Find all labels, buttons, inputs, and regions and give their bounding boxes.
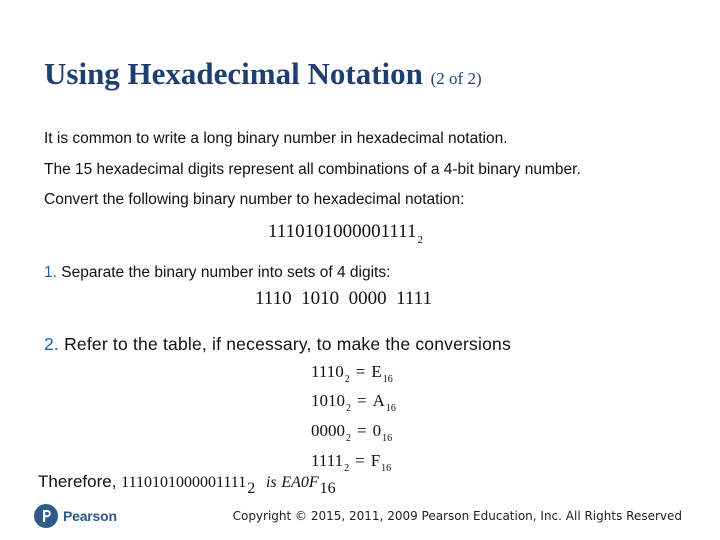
- conversion-hex-base: 16: [385, 403, 396, 414]
- conversion-hex: E: [371, 362, 382, 381]
- binary-number-base: 2: [417, 234, 423, 246]
- therefore-is: is: [265, 474, 277, 491]
- conversion-hex: F: [370, 451, 381, 470]
- equals-sign: =: [355, 362, 366, 381]
- pearson-logo-text: Pearson: [63, 508, 117, 524]
- conversion-row: [311, 362, 393, 385]
- conversion-row: [311, 421, 393, 444]
- therefore-label: Therefore,: [38, 472, 117, 491]
- binary-number: [268, 221, 423, 246]
- conversion-binary-base: 2: [346, 433, 351, 444]
- therefore-binary-base: 2: [247, 480, 256, 497]
- slide-title: [44, 56, 482, 92]
- therefore-hex-base: 16: [319, 480, 336, 497]
- therefore-binary: 1110101000001111: [121, 474, 247, 491]
- pearson-logo-icon: [34, 504, 58, 528]
- equals-sign: =: [355, 451, 365, 470]
- step-2-text: Refer to the table, if necessary, to make the conversions: [64, 334, 511, 354]
- step-2: [44, 334, 511, 355]
- therefore-hex: EA0F: [281, 474, 319, 491]
- title-main: Using Hexadecimal Notation: [44, 56, 423, 91]
- equals-sign: =: [357, 421, 367, 440]
- step-1: [44, 264, 390, 282]
- intro-line-1: It is common to write a long binary number in hexadecimal notation.: [44, 130, 508, 147]
- conversion-binary: 1010: [311, 391, 345, 410]
- binary-number-value: 1110101000001111: [268, 221, 417, 242]
- intro-line-3: Convert the following binary number to hexadecimal notation:: [44, 191, 465, 208]
- conversion-binary-base: 2: [346, 403, 351, 414]
- conversion-hex-base: 16: [382, 433, 393, 444]
- conversion-hex: 0: [372, 421, 382, 440]
- conversion-binary: 1111: [311, 451, 344, 470]
- copyright-text: Copyright © 2015, 2011, 2009 Pearson Education, Inc. All Rights Reserved: [232, 509, 682, 523]
- step-1-text: Separate the binary number into sets of 4 digits:: [61, 264, 391, 281]
- conversion-binary: 0000: [311, 421, 345, 440]
- conversion-row: [311, 451, 392, 474]
- conversion-hex: A: [372, 391, 385, 410]
- intro-line-2: The 15 hexadecimal digits represent all combinations of a 4-bit binary number.: [44, 161, 581, 178]
- title-part: (2 of 2): [430, 69, 482, 88]
- pearson-logo: [34, 504, 117, 528]
- conversion-row: [311, 391, 396, 414]
- equals-sign: =: [357, 391, 367, 410]
- step-2-number: 2.: [44, 334, 59, 354]
- conversion-hex-base: 16: [381, 463, 392, 474]
- conversion-binary-base: 2: [344, 374, 350, 385]
- binary-groups: 1110 1010 0000 1111: [255, 288, 432, 309]
- step-1-number: 1.: [44, 264, 57, 281]
- therefore-line: [38, 472, 336, 497]
- conversion-hex-base: 16: [382, 374, 393, 385]
- conversion-binary-base: 2: [344, 463, 350, 474]
- conversion-binary: 1110: [311, 362, 344, 381]
